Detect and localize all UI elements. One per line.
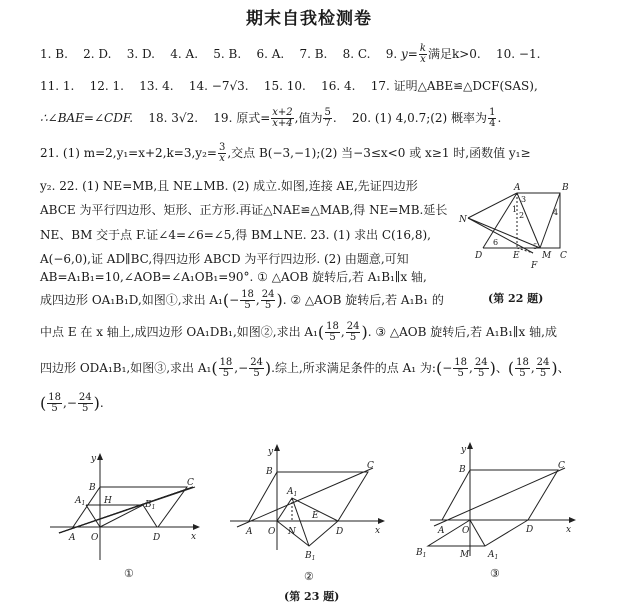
svg-text:E: E (513, 251, 520, 261)
answer-line-12: 四边形 ODA₁B₁,如图③,求出 A₁( $\frac{18}{5}$ ,− $\frac{24}{5}$ ).综上,所求满足条件的点 A₁ 为:(− $\frac{18}{5}$ , $\frac{24}{5}$ )、( $\frac{18}{5}$ , $\frac{24}{5}$ )、 (40, 357, 570, 379)
svg-text:B: B (562, 183, 569, 193)
svg-text:B1: $B_1$ (145, 500, 156, 511)
svg-text:A: A (246, 527, 253, 537)
answer-9-num: 9. (385, 47, 398, 61)
answer-11: 11. 1. (40, 79, 75, 93)
answer-9-y: y= (401, 47, 418, 61)
answer-18: 18. 3√2. (148, 111, 199, 125)
answer-line-2 (40, 79, 538, 93)
answer-16: 16. 4. (321, 79, 356, 93)
answer-line-6: ABCE 为平行四边形、矩形、正方形.再证△NAE≌△MAB,得 NE=MB.延长 (40, 203, 448, 217)
figure-23-3-label: ③ (490, 567, 500, 580)
answer-line-4 (40, 143, 531, 164)
svg-text:y: y (91, 454, 97, 464)
answer-9-suffix: 满足k>0. (427, 47, 481, 61)
answer-line-11: 中点 E 在 x 轴上,成四边形 OA₁DB₁,如图②,求出 A₁( $\frac{18}{5}$ , $\frac{24}{5}$ ). ③ △AOB 旋转后,若 A₁B₁∥x 轴,成 (40, 321, 557, 343)
answer-21: 21. (1) m=2,y₁=x+2,k=3,y₂= (40, 146, 217, 160)
svg-text:x: x (375, 526, 381, 536)
svg-text:y: y (268, 447, 274, 457)
answer-line-7: NE、BM 交于点 F.证∠4=∠6=∠5,得 BM⊥NE. 23. (1) 求出 C(16,8), (40, 228, 431, 242)
fraction: $\frac{3}{x}$ (218, 142, 226, 164)
svg-text:C: C (187, 478, 194, 488)
svg-text:x: x (566, 525, 572, 535)
svg-text:x: x (191, 532, 197, 542)
svg-text:B: B (459, 465, 466, 475)
svg-text:5: 5 (533, 243, 538, 251)
answer-14: 14. −7√3. (188, 79, 249, 93)
svg-text:C: C (367, 461, 374, 471)
answer-6: 6. A. (256, 47, 285, 61)
svg-text:E: E (312, 511, 319, 521)
figure-23-2-label: ② (304, 570, 314, 583)
svg-text:A1: $A_1$ (488, 550, 499, 561)
svg-text:B: B (266, 467, 273, 477)
svg-text:4: 4 (553, 208, 559, 217)
answer-line-5: y₂. 22. (1) NE=MB,且 NE⊥MB. (2) 成立.如图,连接 AE,先证四边形 (40, 179, 418, 193)
svg-text:1: 1 (512, 205, 518, 214)
answer-1: 1. B. (40, 47, 68, 61)
svg-text:N: N (459, 215, 467, 225)
answer-line-13: ( $\frac{18}{5}$ ,− $\frac{24}{5}$ ). (40, 392, 104, 414)
answer-19: 19. 原式= (213, 111, 271, 125)
answer-line-1 (40, 44, 540, 65)
svg-text:D: D (526, 525, 534, 535)
fraction: $\frac{5}{7}$ (324, 107, 331, 129)
answer-line-3: ∴∠BAE=∠CDF. 18. 3√2. 19. 原式= $\frac{x+2}{x+4}$ ,值为 $\frac{5}{7}$ . 20. (1) 4,0.7;(2) 概率为 $\frac{1}{4}$ . (40, 107, 502, 129)
svg-text:O: O (462, 526, 470, 536)
figure-23-2 (225, 440, 390, 562)
svg-text:B1: $B_1$ (416, 548, 427, 559)
svg-text:y: y (461, 445, 467, 455)
svg-text:D: D (336, 527, 344, 537)
svg-text:A: A (438, 526, 445, 536)
svg-text:2: 2 (519, 211, 525, 220)
svg-text:O: O (91, 533, 99, 543)
svg-text:A1: $A_1$ (75, 496, 86, 507)
page-title: 期末自我检测卷 (246, 9, 372, 29)
svg-text:M: M (460, 550, 470, 560)
fraction: $\frac{1}{4}$ (489, 107, 496, 129)
svg-text:B: B (89, 483, 96, 493)
answer-20: 20. (1) 4,0.7;(2) 概率为 (351, 111, 488, 125)
svg-text:N: N (288, 527, 296, 537)
answer-10: 10. −1. (495, 47, 541, 61)
answer-13: 13. 4. (139, 79, 174, 93)
answer-8: 8. C. (342, 47, 371, 61)
svg-text:6: 6 (493, 238, 499, 247)
answer-line-10: 成四边形 OA₁B₁D,如图①,求出 A₁(− $\frac{18}{5}$ , $\frac{24}{5}$ ). ② △AOB 旋转后,若 A₁B₁ 的 (40, 289, 444, 311)
figure-23-3 (410, 438, 585, 561)
svg-text:C: C (560, 251, 567, 261)
answer-line-8: A(−6,0),证 AD∥BC,得四边形 ABCD 为平行四边形. (2) 由题意,可知 (40, 252, 409, 266)
svg-text:F: F (531, 261, 538, 271)
figure-22 (455, 180, 615, 280)
figure-22-caption: (第 22 题) (488, 292, 544, 305)
answer-line-9: AB=A₁B₁=10,∠AOB=∠A₁OB₁=90°. ① △AOB 旋转后,若 A₁B₁∥x 轴, (40, 270, 427, 284)
svg-text:A: A (69, 533, 76, 543)
answer-15: 15. 10. (263, 79, 306, 93)
fraction: $\frac{x+2}{x+4}$ (272, 107, 293, 129)
fraction: $\frac{k}{x}$ (419, 43, 426, 65)
svg-text:A: A (514, 183, 521, 193)
svg-text:A1: $A_1$ (287, 487, 298, 498)
figure-23-1-label: ① (124, 567, 134, 580)
answer-21-cont: ,交点 B(−3,−1);(2) 当−3≤x<0 或 x≥1 时,函数值 y₁≥ (227, 146, 531, 160)
answer-7: 7. B. (299, 47, 328, 61)
answer-3: 3. D. (126, 47, 155, 61)
svg-text:C: C (558, 461, 565, 471)
svg-text:H: H (104, 496, 112, 506)
svg-text:D: D (475, 251, 483, 261)
svg-text:M: M (542, 251, 552, 261)
answer-17-cont: ∴∠BAE=∠CDF. (40, 111, 134, 125)
svg-text:D: D (153, 533, 161, 543)
answer-5: 5. B. (213, 47, 242, 61)
answer-4: 4. A. (170, 47, 199, 61)
svg-text:O: O (268, 527, 276, 537)
svg-text:3: 3 (521, 195, 527, 204)
answer-12: 12. 1. (89, 79, 124, 93)
figure-23-caption: (第 23 题) (284, 590, 340, 603)
answer-2: 2. D. (83, 47, 112, 61)
figure-23-1 (45, 445, 205, 560)
answer-17: 17. 证明△ABE≌△DCF(SAS), (370, 79, 538, 93)
svg-text:B1: $B_1$ (305, 551, 316, 562)
